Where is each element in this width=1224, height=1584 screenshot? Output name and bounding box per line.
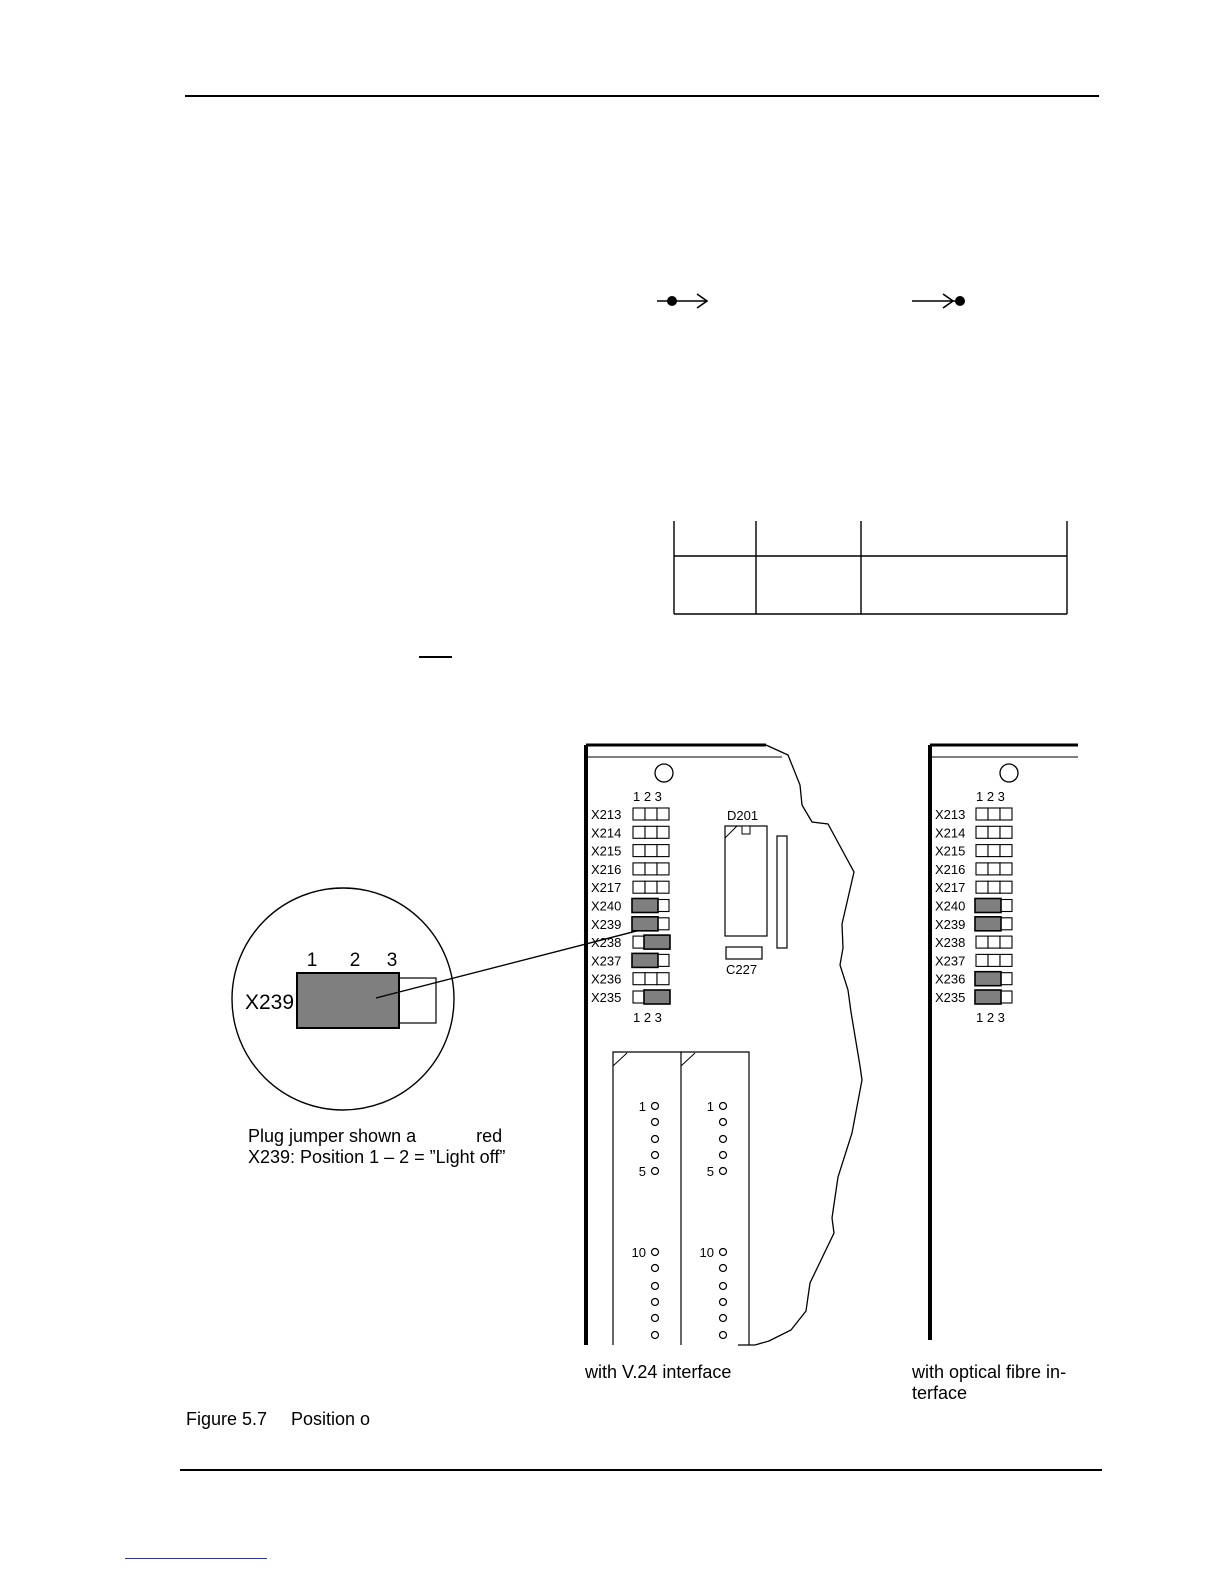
connector-pin-hole <box>652 1265 659 1272</box>
v24-jumper-label: X239 <box>591 916 622 932</box>
optical-jumper-label: X235 <box>935 990 966 1005</box>
optical-jumper-x217 <box>976 881 1012 893</box>
connector-pin-hole <box>652 1283 659 1290</box>
zoom-pin-2: 2 <box>349 950 361 971</box>
v24-jumper-label: X240 <box>591 898 622 914</box>
optical-header-pins: 1 2 3 <box>976 789 1005 804</box>
optical-jumper-x237 <box>976 954 1012 966</box>
optical-jumper-label: X240 <box>935 898 966 914</box>
connector-pin-hole <box>720 1315 727 1322</box>
zoom-note-line-1: Plug jumper shown a red <box>248 1126 503 1146</box>
optical-jumper-x213 <box>976 808 1012 820</box>
optical-jumper-x240 <box>975 899 1012 913</box>
v24-jumper-x236 <box>633 973 669 985</box>
plug-jumper <box>644 935 670 949</box>
optical-jumper-label: X239 <box>935 916 966 932</box>
optical-jumper-label: X217 <box>935 880 966 896</box>
v24-jumper-label: X213 <box>591 807 622 822</box>
plug-jumper <box>975 990 1001 1004</box>
connector-pin-hole <box>652 1152 659 1159</box>
optical-jumper-label: X213 <box>935 807 966 822</box>
v24-jumper-label: X214 <box>591 825 622 841</box>
connector-pin-hole <box>652 1136 659 1143</box>
capacitor-c227 <box>726 947 762 959</box>
v24-header-pins: 1 2 3 <box>633 789 662 804</box>
connector-pin-hole <box>652 1168 659 1175</box>
optical-jumper-x235 <box>975 990 1012 1004</box>
v24-jumper-x238 <box>633 935 670 949</box>
v24-jumper-x239 <box>632 917 669 931</box>
connector-pin-number: 1 <box>706 1099 714 1114</box>
optical-jumper-label: X216 <box>935 861 966 877</box>
connector-pin-hole <box>720 1103 727 1110</box>
chip-strip <box>777 836 787 948</box>
mounting-hole <box>1000 764 1018 782</box>
connector-pin-hole <box>720 1283 727 1290</box>
optical-jumper-label: X236 <box>935 971 966 987</box>
plug-jumper <box>632 917 658 931</box>
connector-right <box>681 1052 749 1345</box>
optical-jumper-x238 <box>976 936 1012 948</box>
optical-jumper-x216 <box>976 863 1012 875</box>
v24-jumper-x213 <box>633 808 669 820</box>
connector-pin-hole <box>652 1249 659 1256</box>
optical-jumper-label: X238 <box>935 935 966 951</box>
plug-jumper <box>975 972 1001 986</box>
zoom-pin-1: 1 <box>306 950 318 971</box>
connector-pin-hole <box>720 1136 727 1143</box>
board-optical <box>930 745 1078 1340</box>
optical-jumper-x215 <box>976 845 1012 857</box>
connector-pin-hole <box>720 1249 727 1256</box>
chip-notch <box>742 826 750 834</box>
optical-caption-line-1: with optical fibre in- <box>912 1362 1067 1382</box>
connector-pin-number: 10 <box>699 1245 714 1260</box>
optical-jumper-label: X214 <box>935 825 966 841</box>
zoom-pin-3: 3 <box>386 950 398 971</box>
plug-jumper <box>632 953 658 967</box>
connector-pin-hole <box>652 1119 659 1126</box>
connector-pin-number: 10 <box>631 1245 646 1260</box>
v24-jumper-label: X238 <box>591 935 622 951</box>
connector-pin-number: 5 <box>638 1164 646 1179</box>
connector-pin-number: 5 <box>706 1164 714 1179</box>
connector-pin-hole <box>720 1119 727 1126</box>
board-v24 <box>586 745 862 1345</box>
v24-jumper-label: X217 <box>591 880 622 896</box>
v24-jumper-label: X236 <box>591 971 622 987</box>
chip-d201 <box>725 826 767 936</box>
figure-caption-number: Figure 5.7 <box>186 1409 268 1429</box>
connector-pin-hole <box>720 1168 727 1175</box>
optical-jumper-x214 <box>976 826 1012 838</box>
v24-jumper-x215 <box>633 845 669 857</box>
optical-jumper-label: X215 <box>935 843 966 859</box>
v24-jumper-label: X237 <box>591 953 622 969</box>
plug-jumper <box>975 899 1001 913</box>
connector-pin-number: 1 <box>638 1099 646 1114</box>
figure-caption-text: Position o <box>291 1409 371 1429</box>
v24-jumper-label: X235 <box>591 990 622 1005</box>
connector-pin-hole <box>652 1315 659 1322</box>
v24-jumper-label: X215 <box>591 843 622 859</box>
connector-pin-hole <box>720 1332 727 1339</box>
mounting-hole <box>655 764 673 782</box>
v24-jumper-label: X216 <box>591 861 622 877</box>
connector-pin-hole <box>720 1152 727 1159</box>
chip-label: D201 <box>727 808 759 823</box>
capacitor-label: C227 <box>726 962 758 977</box>
optical-jumper-x239 <box>975 917 1012 931</box>
v24-footer-pins: 1 2 3 <box>633 1010 662 1025</box>
plug-jumper <box>644 990 670 1004</box>
v24-jumper-x214 <box>633 826 669 838</box>
connector-left <box>613 1052 681 1345</box>
plug-jumper <box>632 899 658 913</box>
optical-jumper-label: X237 <box>935 953 966 969</box>
zoom-note-line-2: X239: Position 1 – 2 = ”Light off” <box>248 1147 506 1167</box>
optical-caption-line-2: terface <box>912 1383 968 1403</box>
connector-pin-hole <box>652 1332 659 1339</box>
optical-footer-pins: 1 2 3 <box>976 1010 1005 1025</box>
connector-pin-hole <box>652 1103 659 1110</box>
optical-jumper-x236 <box>975 972 1012 986</box>
zoom-plug-jumper <box>297 973 399 1028</box>
v24-jumper-x216 <box>633 863 669 875</box>
v24-jumper-x237 <box>632 953 669 967</box>
v24-jumper-x235 <box>633 990 670 1004</box>
connector-pin-hole <box>652 1299 659 1306</box>
zoom-jumper-label: X239 <box>245 991 295 1014</box>
v24-jumper-x217 <box>633 881 669 893</box>
v24-caption: with V.24 interface <box>585 1362 732 1382</box>
plug-jumper <box>975 917 1001 931</box>
connector-pin-hole <box>720 1265 727 1272</box>
connector-pin-hole <box>720 1299 727 1306</box>
v24-jumper-x240 <box>632 899 669 913</box>
